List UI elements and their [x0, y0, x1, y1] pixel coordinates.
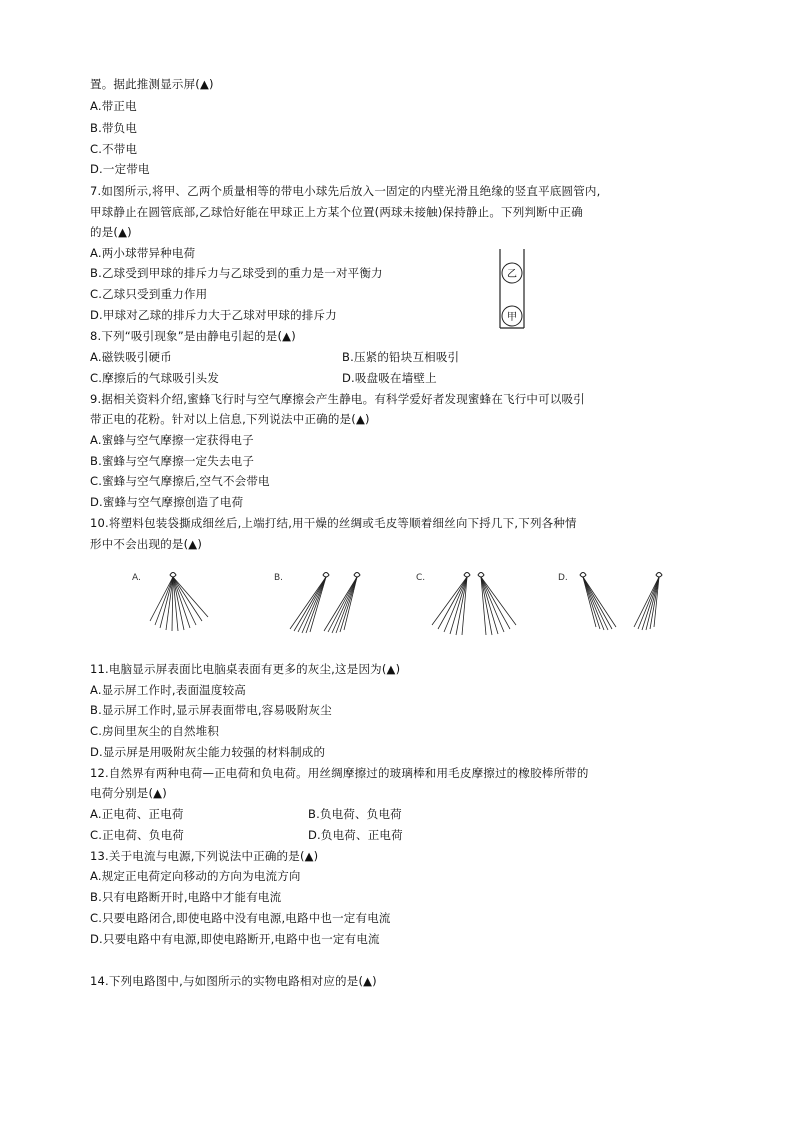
q9-stem-line1: 9.据相关资料介绍,蜜蜂飞行时与空气摩擦会产生静电。有科学爱好者发现蜜蜂在飞行中可以吸引	[90, 392, 585, 406]
q9-option-a: A.蜜蜂与空气摩擦一定获得电子	[90, 433, 254, 447]
q9-option-c: C.蜜蜂与空气摩擦后,空气不会带电	[90, 474, 270, 488]
q10-figure-a	[128, 565, 218, 635]
q12-stem-line2: 电荷分别是(▲)	[90, 786, 167, 800]
q11-stem: 11.电脑显示屏表面比电脑桌表面有更多的灰尘,这是因为(▲)	[90, 662, 401, 676]
q7-option-d: D.甲球对乙球的排斥力大于乙球对甲球的排斥力	[90, 308, 337, 322]
q7-stem-line2: 甲球静止在圆管底部,乙球恰好能在甲球正上方某个位置(两球未接触)保持静止。下列判断中正确	[90, 205, 583, 219]
q7-tube-figure	[498, 249, 526, 329]
q8-option-c: C.摩擦后的气球吸引头发	[90, 371, 220, 385]
q13-option-b: B.只有电路断开时,电路中才能有电流	[90, 890, 282, 904]
q13-stem: 13.关于电流与电源,下列说法中正确的是(▲)	[90, 849, 319, 863]
q11-option-b: B.显示屏工作时,显示屏表面带电,容易吸附灰尘	[90, 703, 332, 717]
q12-stem-line1: 12.自然界有两种电荷—正电荷和负电荷。用丝绸摩擦过的玻璃棒和用毛皮摩擦过的橡胶棒所带的	[90, 766, 589, 780]
q6-option-a: A.带正电	[90, 99, 137, 113]
q6-option-d: D.一定带电	[90, 162, 150, 176]
q9-option-b: B.蜜蜂与空气摩擦一定失去电子	[90, 454, 255, 468]
q10-stem-line2: 形中不会出现的是(▲)	[90, 537, 203, 551]
q13-option-d: D.只要电路中有电源,即使电路断开,电路中也一定有电流	[90, 932, 380, 946]
q9-stem-line2: 带正电的花粉。针对以上信息,下列说法中正确的是(▲)	[90, 412, 370, 426]
q10-figure-c	[410, 565, 530, 637]
q10-label-b: B.	[274, 573, 284, 583]
q11-option-d: D.显示屏是用吸附灰尘能力较强的材料制成的	[90, 745, 326, 759]
q13-option-a: A.规定正电荷定向移动的方向为电流方向	[90, 869, 301, 883]
q14-stem: 14.下列电路图中,与如图所示的实物电路相对应的是(▲)	[90, 974, 377, 988]
q6-stem-tail: 置。据此推测显示屏(▲)	[90, 77, 214, 91]
q6-option-b: B.带负电	[90, 121, 138, 135]
q8-option-a: A.磁铁吸引硬币	[90, 350, 172, 364]
q7-stem-line3: 的是(▲)	[90, 225, 132, 239]
ball-jia-label: 甲	[507, 312, 517, 323]
q11-option-a: A.显示屏工作时,表面温度较高	[90, 683, 246, 697]
q13-option-c: C.只要电路闭合,即使电路中没有电源,电路中也一定有电流	[90, 911, 391, 925]
q8-option-d: D.吸盘吸在墙壁上	[342, 371, 437, 385]
q7-option-c: C.乙球只受到重力作用	[90, 287, 208, 301]
q7-stem-line1: 7.如图所示,将甲、乙两个质量相等的带电小球先后放入一固定的内壁光滑且绝缘的竖直平底圆管内,	[90, 184, 601, 198]
q8-option-b: B.压紧的铅块互相吸引	[342, 350, 460, 364]
q8-stem: 8.下列“吸引现象”是由静电引起的是(▲)	[90, 329, 296, 343]
q12-option-a: A.正电荷、正电荷	[90, 807, 184, 821]
q10-stem-line1: 10.将塑料包装袋撕成细丝后,上端打结,用干燥的丝绸或毛皮等顺着细丝向下捋几下,下列各种情	[90, 516, 577, 530]
q7-option-a: A.两小球带异种电荷	[90, 246, 196, 260]
ball-yi-label: 乙	[507, 269, 517, 280]
q6-option-c: C.不带电	[90, 142, 138, 156]
q10-figure-b	[268, 565, 378, 637]
q10-label-c: C.	[416, 573, 426, 583]
q7-option-b: B.乙球受到甲球的排斥力与乙球受到的重力是一对平衡力	[90, 266, 383, 280]
q11-option-c: C.房间里灰尘的自然堆积	[90, 724, 220, 738]
q12-option-c: C.正电荷、负电荷	[90, 828, 184, 842]
q12-option-b: B.负电荷、负电荷	[308, 807, 402, 821]
q12-option-d: D.负电荷、正电荷	[308, 828, 403, 842]
q10-label-a: A.	[132, 573, 141, 583]
q10-label-d: D.	[558, 573, 568, 583]
q10-figure-d	[552, 565, 682, 637]
q9-option-d: D.蜜蜂与空气摩擦创造了电荷	[90, 495, 244, 509]
